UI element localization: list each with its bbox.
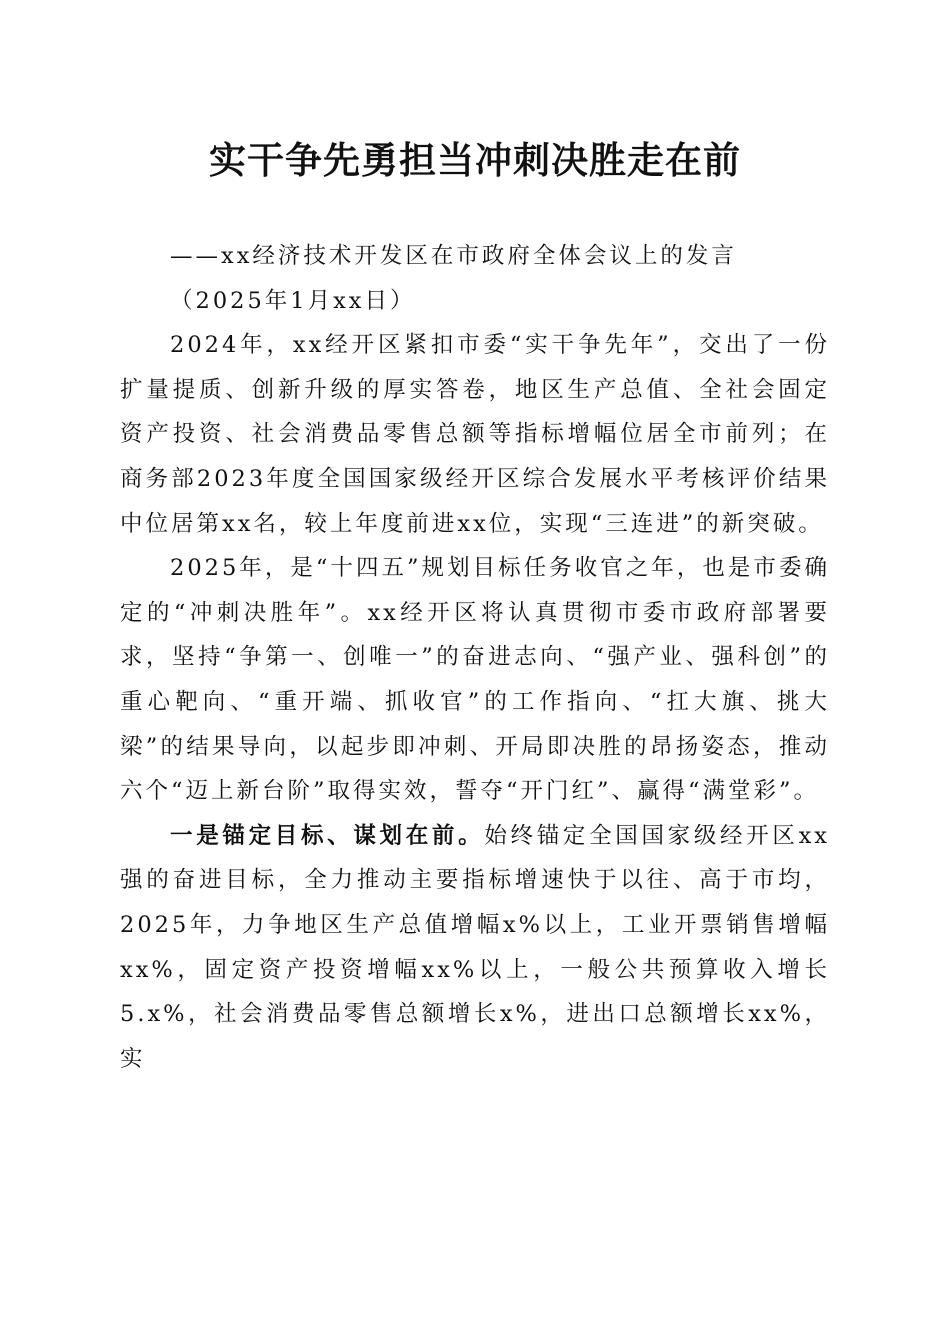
speech-date: （2025年1月xx日） <box>170 287 416 314</box>
paragraph-2 <box>120 546 830 814</box>
paragraph-3-text: 始终锚定全国国家级经开区xx强的奋进目标，全力推动主要指标增速快于以往、高于市均，2025年，力争地区生产总值增幅x%以上，工业开票销售增幅xx%，固定资产投资增幅xx%以上，一般公共预算收入增长5.x%，社会消费品零售总额增长x%，进出口总额增长xx%，实 <box>120 822 830 1072</box>
paragraph-1 <box>120 323 830 546</box>
paragraph-1-text: 2024年，xx经开区紧扣市委“实干争先年”，交出了一份扩量提质、创新升级的厚实答卷，地区生产总值、全社会固定资产投资、社会消费品零售总额等指标增幅位居全市前列；在商务部2023年度全国国家级经开区综合发展水平考核评价结果中位居第xx名，较上年度前进xx位，实现“三连进”的新突破。 <box>120 332 830 537</box>
document-body <box>120 234 830 1081</box>
paragraph-2-text: 2025年，是“十四五”规划目标任务收官之年，也是市委确定的“冲刺决胜年”。xx经开区将认真贯彻市委市政府部署要求，坚持“争第一、创唯一”的奋进志向、“强产业、强科创”的重心靶向、“重开端、抓收官”的工作指向、“扛大旗、挑大梁”的结果导向，以起步即冲刺、开局即决胜的昂扬姿态，推动六个“迈上新台阶”取得实效，誓夺“开门红”、赢得“满堂彩”。 <box>120 555 830 805</box>
paragraph-3-lead: 一是锚定目标、谋划在前。 <box>170 822 485 849</box>
subtitle: ——xx经济技术开发区在市政府全体会议上的发言 <box>170 243 737 269</box>
paragraph-3 <box>120 814 830 1082</box>
page-title: 实干争先勇担当冲刺决胜走在前 <box>209 138 741 182</box>
